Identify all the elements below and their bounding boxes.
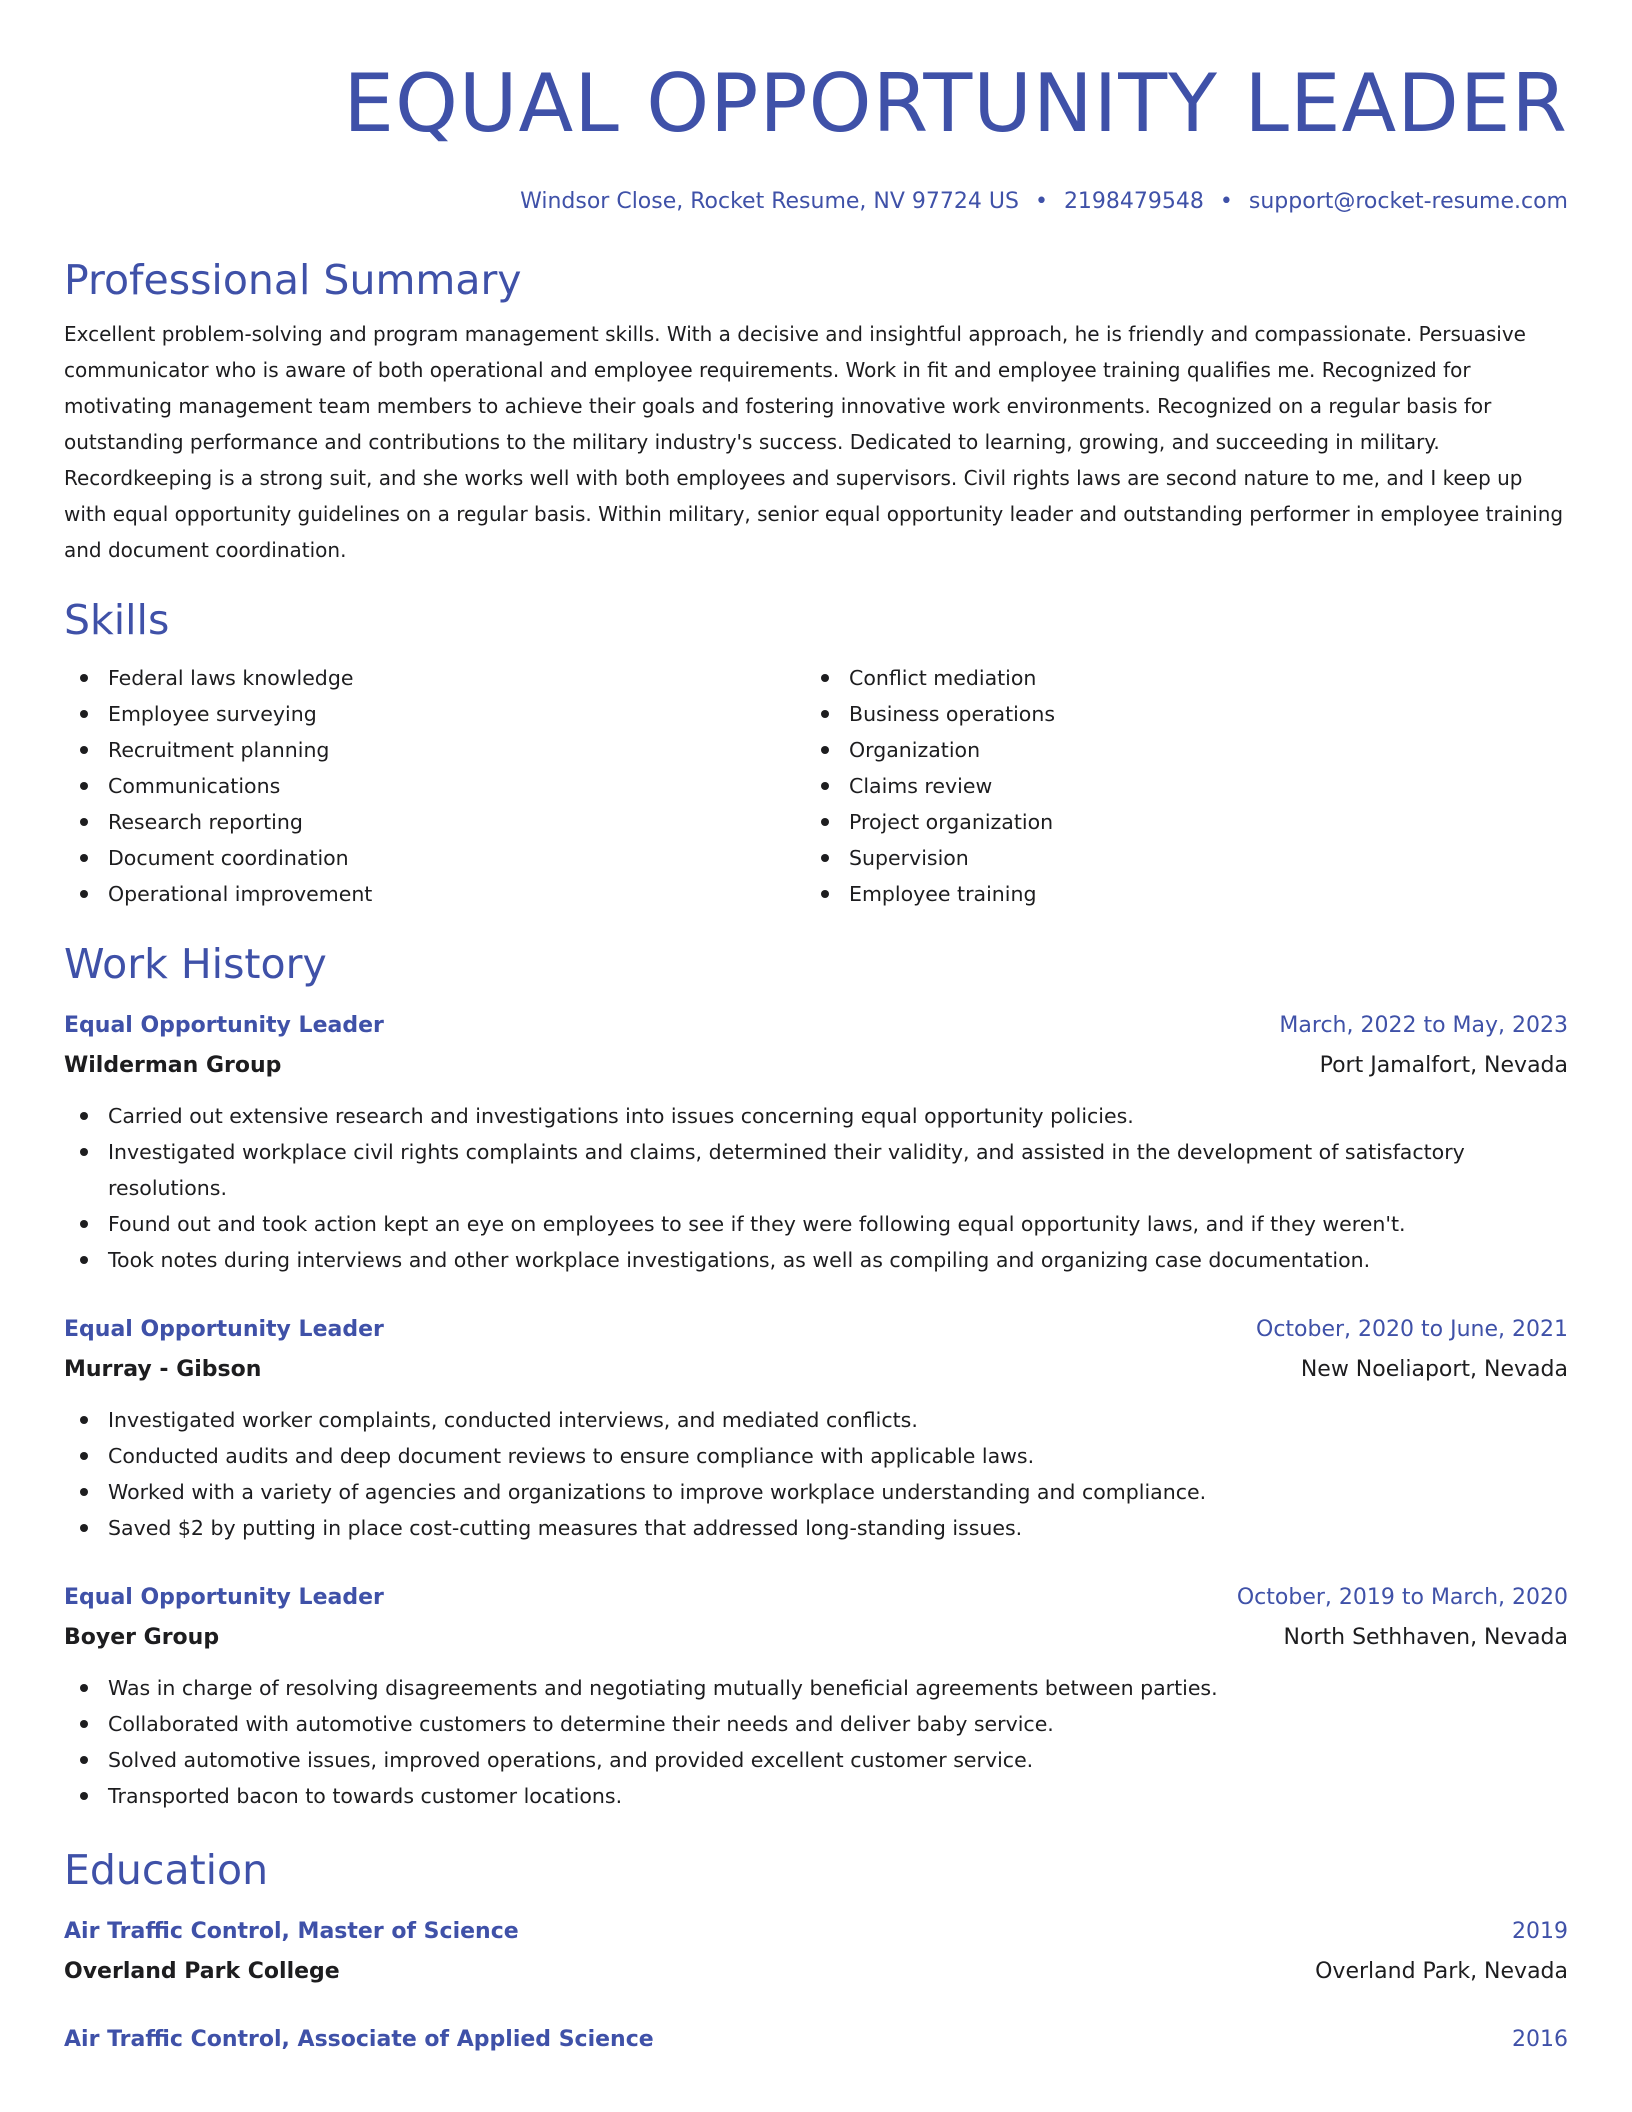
skill-item: Employee surveying <box>64 696 805 732</box>
education-degree: Air Traffic Control, Associate of Applied Science <box>64 2027 654 2052</box>
contact-phone[interactable]: 2198479548 <box>1063 189 1204 214</box>
skill-item: Conflict mediation <box>805 660 1546 696</box>
contact-address: Windsor Close, Rocket Resume, NV 97724 US <box>520 189 1019 214</box>
job-entry <box>64 1580 1568 1814</box>
skills-columns <box>64 660 1568 912</box>
job-header-row <box>64 1008 1568 1044</box>
job-dates: October, 2019 to March, 2020 <box>1236 1585 1568 1610</box>
skill-item: Document coordination <box>64 840 805 876</box>
job-location: Port Jamalfort, Nevada <box>1319 1053 1568 1078</box>
education-year: 2016 <box>1512 2027 1568 2052</box>
job-role: Equal Opportunity Leader <box>64 1013 384 1038</box>
job-duties-list <box>64 1670 1568 1814</box>
job-duty: Investigated worker complaints, conducted interviews, and mediated conflicts. <box>64 1402 1568 1438</box>
job-duty: Took notes during interviews and other workplace investigations, as well as compiling and organizing case documentation. <box>64 1242 1568 1278</box>
job-company-row <box>64 1044 1568 1084</box>
job-duty: Was in charge of resolving disagreements and negotiating mutually beneficial agreements between parties. <box>64 1670 1568 1706</box>
job-duty: Conducted audits and deep document reviews to ensure compliance with applicable laws. <box>64 1438 1568 1474</box>
education-year: 2019 <box>1512 1919 1568 1944</box>
skill-item: Employee training <box>805 876 1546 912</box>
contact-separator: • <box>1219 189 1233 214</box>
job-duty: Investigated workplace civil rights complaints and claims, determined their validity, and assisted in the development of satisfactory resolutions. <box>64 1134 1568 1206</box>
job-duty: Collaborated with automotive customers to determine their needs and deliver baby service. <box>64 1706 1568 1742</box>
job-role: Equal Opportunity Leader <box>64 1317 384 1342</box>
professional-summary-section <box>64 254 1568 568</box>
education-header-row <box>64 2022 1568 2058</box>
skills-list-right <box>805 660 1546 912</box>
education-school-row <box>64 1950 1568 1990</box>
summary-text: Excellent problem-solving and program management skills. With a decisive and insightful approach, he is friendly and compassionate. Persuasive communicator who is aware of both operational and employee requirements. Work in fit and employee training qualifies me. Recognized for motivating management team members to achieve their goals and fostering innovative work environments. Recognized on a regular basis for outstanding performance and contributions to the military industry's success. Dedicated to learning, growing, and succeeding in military. Recordkeeping is a strong suit, and she works well with both employees and supervisors. Civil rights laws are second nature to me, and I keep up with equal opportunity guidelines on a regular basis. Within military, senior equal opportunity leader and outstanding performer in employee training and document coordination. <box>64 322 1564 562</box>
skill-item: Recruitment planning <box>64 732 805 768</box>
section-title-summary: Professional Summary <box>64 256 522 304</box>
job-duty: Transported bacon to towards customer locations. <box>64 1778 1568 1814</box>
section-title-education: Education <box>64 1846 269 1894</box>
job-dates: March, 2022 to May, 2023 <box>1279 1013 1568 1038</box>
education-degree: Air Traffic Control, Master of Science <box>64 1919 519 1944</box>
job-company-row <box>64 1616 1568 1656</box>
job-location: New Noeliaport, Nevada <box>1300 1357 1568 1382</box>
skills-section <box>64 594 1568 912</box>
resume-header <box>64 56 1568 218</box>
skill-item: Project organization <box>805 804 1546 840</box>
education-entry <box>64 1914 1568 1990</box>
job-header-row <box>64 1580 1568 1616</box>
job-duty: Found out and took action kept an eye on employees to see if they were following equal opportunity laws, and if they weren't. <box>64 1206 1568 1242</box>
education-header-row <box>64 1914 1568 1950</box>
job-location: North Sethhaven, Nevada <box>1283 1625 1568 1650</box>
education-entry <box>64 2022 1568 2058</box>
education-location: Overland Park, Nevada <box>1315 1959 1568 1984</box>
job-duty: Carried out extensive research and investigations into issues concerning equal opportunity policies. <box>64 1098 1568 1134</box>
contact-email[interactable]: support@rocket-resume.com <box>1248 189 1568 214</box>
candidate-name: EQUAL OPPORTUNITY LEADER <box>343 57 1568 150</box>
skills-list-left <box>64 660 805 912</box>
job-duties-list <box>64 1098 1568 1278</box>
work-history-section <box>64 938 1568 1814</box>
job-duty: Saved $2 by putting in place cost-cutting measures that addressed long-standing issues. <box>64 1510 1568 1546</box>
job-company: Boyer Group <box>64 1625 220 1650</box>
skill-item: Communications <box>64 768 805 804</box>
job-role: Equal Opportunity Leader <box>64 1585 384 1610</box>
job-company: Murray - Gibson <box>64 1357 262 1382</box>
education-school: Overland Park College <box>64 1959 340 1984</box>
skill-item: Organization <box>805 732 1546 768</box>
job-duty: Worked with a variety of agencies and organizations to improve workplace understanding and compliance. <box>64 1474 1568 1510</box>
skill-item: Federal laws knowledge <box>64 660 805 696</box>
contact-line <box>64 186 1568 218</box>
skill-item: Operational improvement <box>64 876 805 912</box>
skill-item: Supervision <box>805 840 1546 876</box>
skill-item: Claims review <box>805 768 1546 804</box>
skill-item: Research reporting <box>64 804 805 840</box>
job-company-row <box>64 1348 1568 1388</box>
job-company: Wilderman Group <box>64 1053 282 1078</box>
skill-item: Business operations <box>805 696 1546 732</box>
section-title-work-history: Work History <box>64 940 327 988</box>
job-header-row <box>64 1312 1568 1348</box>
section-title-skills: Skills <box>64 596 170 644</box>
job-duties-list <box>64 1402 1568 1546</box>
education-section <box>64 1844 1568 2058</box>
contact-separator: • <box>1034 189 1048 214</box>
job-entry <box>64 1008 1568 1278</box>
job-dates: October, 2020 to June, 2021 <box>1256 1317 1568 1342</box>
job-duty: Solved automotive issues, improved operations, and provided excellent customer service. <box>64 1742 1568 1778</box>
job-entry <box>64 1312 1568 1546</box>
